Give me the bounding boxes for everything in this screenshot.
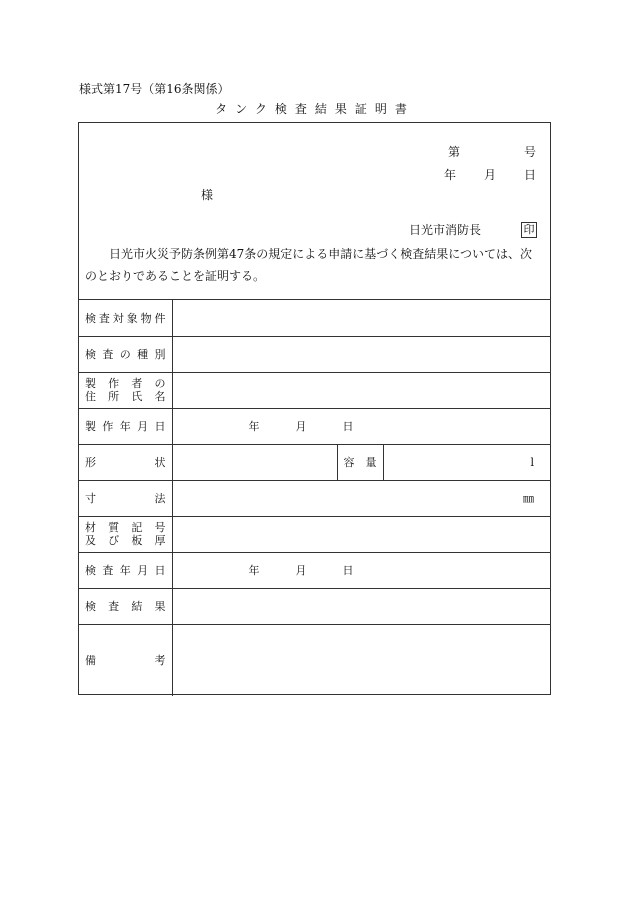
capacity-unit: l	[530, 455, 534, 469]
row-label: 備考	[79, 624, 172, 696]
remarks-value-cell[interactable]	[172, 624, 550, 696]
table-row	[79, 588, 550, 624]
addressee: 様	[201, 188, 214, 202]
document-title: タンク検査結果証明書	[215, 102, 415, 116]
issue-day-label: 日	[523, 168, 536, 182]
capacity-label: 容量	[337, 444, 383, 480]
dimensions-unit: ㎜	[523, 492, 534, 505]
object-value-cell[interactable]	[172, 300, 550, 336]
table-row	[79, 408, 550, 444]
inspection-month-label: 月	[295, 564, 307, 577]
certification-statement: 日光市火災予防条例第47条の規定による申請に基づく検査結果については、次のとおりであることを証明する。	[85, 247, 533, 283]
type-value-cell[interactable]	[172, 336, 550, 372]
row-label: 検査結果	[79, 588, 172, 624]
table-row	[79, 624, 550, 696]
row-label: 検査年月日	[79, 552, 172, 588]
certificate-header	[79, 123, 550, 300]
form-number: 様式第17号（第16条関係）	[79, 82, 230, 96]
number-prefix: 第	[447, 145, 460, 159]
result-value-cell[interactable]	[172, 588, 550, 624]
row-label: 材質記号 及び板厚	[79, 516, 172, 552]
dimensions-value-cell[interactable]	[172, 480, 550, 516]
inspection-day-label: 日	[342, 564, 354, 577]
mfg-day-label: 日	[342, 420, 354, 433]
row-label: 形状	[79, 444, 172, 480]
shape-value-cell[interactable]	[172, 444, 337, 480]
table-row	[79, 552, 550, 588]
table-row	[79, 336, 550, 372]
inspection-year-label: 年	[248, 564, 260, 577]
mfg-date-cell[interactable]	[172, 408, 550, 444]
table-row	[79, 300, 550, 336]
row-label: 検査対象物件	[79, 300, 172, 336]
number-suffix: 号	[523, 145, 536, 159]
row-label: 検査の種別	[79, 336, 172, 372]
issue-date	[444, 166, 536, 183]
row-label: 製作者の 住所氏名	[79, 372, 172, 408]
inspection-date-cell[interactable]	[172, 552, 550, 588]
maker-value-cell[interactable]	[172, 372, 550, 408]
mfg-month-label: 月	[295, 420, 307, 433]
issue-year-label: 年	[443, 168, 456, 182]
table-row	[79, 516, 550, 552]
inspection-table	[79, 300, 550, 696]
seal-mark: 印	[521, 222, 537, 238]
issuer: 日光市消防長	[409, 223, 482, 237]
table-row	[79, 444, 550, 480]
material-value-cell[interactable]	[172, 516, 550, 552]
capacity-value-cell[interactable]	[383, 444, 550, 480]
issue-month-label: 月	[483, 168, 496, 182]
row-label: 製作年月日	[79, 408, 172, 444]
row-label: 寸法	[79, 480, 172, 516]
table-row	[79, 480, 550, 516]
mfg-year-label: 年	[248, 420, 260, 433]
certificate-frame	[78, 122, 551, 695]
certificate-number	[448, 143, 536, 160]
table-row	[79, 372, 550, 408]
